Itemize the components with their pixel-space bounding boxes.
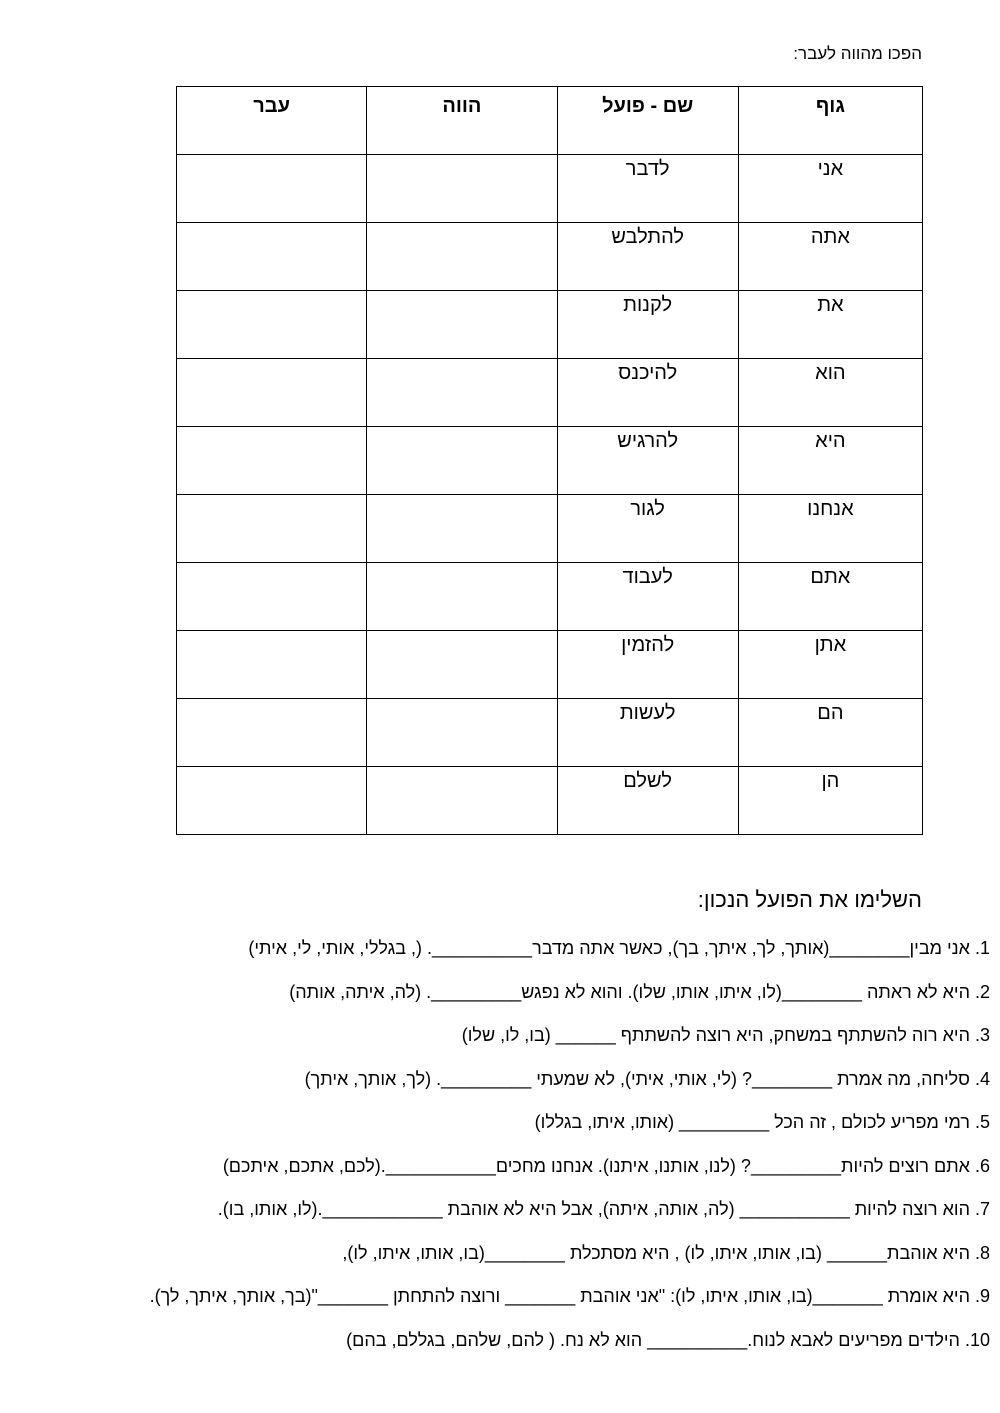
conjugation-table xyxy=(176,86,923,835)
table-row xyxy=(177,563,923,631)
cell-past-blank[interactable] xyxy=(177,767,367,835)
cell-present-blank[interactable] xyxy=(367,631,557,699)
cell-person: הוא xyxy=(738,359,922,427)
exercise-item: 9. היא אומרת _______(בו, אותו, איתו, לו): "אני אוהבת _______ ורוצה להתחתן _______"(בך, אותך, איתך, לך). xyxy=(149,1286,990,1306)
table-row xyxy=(177,699,923,767)
exercise-item: 6. אתם רוצים להיות_________? (לנו, אותנו, איתנו). אנחנו מחכים___________.(לכם, אתכם, איתכם) xyxy=(222,1155,990,1176)
cell-present-blank[interactable] xyxy=(367,699,557,767)
exercise-title: השלימו את הפועל הנכון: xyxy=(697,887,922,912)
table-row xyxy=(177,427,923,495)
cell-infinitive: להזמין xyxy=(557,631,738,699)
cell-infinitive: להתלבש xyxy=(557,223,738,291)
cell-past-blank[interactable] xyxy=(177,699,367,767)
cell-person: את xyxy=(738,291,922,359)
table-instruction: הפכו מהווה לעבר: xyxy=(793,44,922,63)
header-past: עבר xyxy=(177,87,367,155)
table-row xyxy=(177,767,923,835)
cell-infinitive: לגור xyxy=(557,495,738,563)
exercise-item: 2. היא לא ראתה ________(לו, איתו, אותו, שלו). והוא לא נפגש_________. (לה, איתה, אותה) xyxy=(289,981,990,1002)
cell-present-blank[interactable] xyxy=(367,155,557,223)
cell-present-blank[interactable] xyxy=(367,427,557,495)
cell-infinitive: לשלם xyxy=(557,767,738,835)
cell-infinitive: להיכנס xyxy=(557,359,738,427)
table-header-row xyxy=(177,87,923,155)
cell-person: אני xyxy=(738,155,922,223)
cell-infinitive: לקנות xyxy=(557,291,738,359)
exercise-item: 8. היא אוהבת______ (בו, אותו, איתו, לו) , היא מסתכלת ________(בו, אותו, איתו, לו), xyxy=(342,1242,990,1263)
cell-present-blank[interactable] xyxy=(367,359,557,427)
exercise-item: 5. רמי מפריע לכולם , זה הכל _________ (אותו, איתו, בגללו) xyxy=(534,1112,990,1132)
table-row xyxy=(177,291,923,359)
cell-past-blank[interactable] xyxy=(177,631,367,699)
table-row xyxy=(177,495,923,563)
exercise-item: 3. היא רוה להשתתף במשחק, היא רוצה להשתתף ______ (בו, לו, שלו) xyxy=(461,1025,990,1045)
cell-present-blank[interactable] xyxy=(367,223,557,291)
exercise-item: 4. סליחה, מה אמרת ________? (לי, אותי, איתי), לא שמעתי _________. (לך, אותך, איתך) xyxy=(304,1068,990,1089)
table-row xyxy=(177,223,923,291)
header-person: גוף xyxy=(738,87,922,155)
cell-infinitive: להרגיש xyxy=(557,427,738,495)
table-row xyxy=(177,359,923,427)
table-row xyxy=(177,155,923,223)
cell-past-blank[interactable] xyxy=(177,223,367,291)
cell-person: היא xyxy=(738,427,922,495)
cell-past-blank[interactable] xyxy=(177,291,367,359)
cell-present-blank[interactable] xyxy=(367,563,557,631)
cell-person: אנחנו xyxy=(738,495,922,563)
cell-person: הן xyxy=(738,767,922,835)
exercise-item: 1. אני מבין________(אותך, לך, איתך, בך), כאשר אתה מדבר__________. (, בגללי, אותי, לי, איתי) xyxy=(248,938,990,958)
cell-past-blank[interactable] xyxy=(177,155,367,223)
cell-person: הם xyxy=(738,699,922,767)
table-row xyxy=(177,631,923,699)
header-infinitive: שם - פועל xyxy=(557,87,738,155)
exercise-list xyxy=(10,934,990,1369)
exercise-item: 7. הוא רוצה להיות ___________ (לה, אותה, איתה), אבל היא לא אוהבת ____________.(לו, אותו, בו). xyxy=(217,1199,990,1219)
exercise-item: 10. הילדים מפריעים לאבא לנוח.__________ הוא לא נח. ( להם, שלהם, בגללם, בהם) xyxy=(346,1329,990,1350)
cell-infinitive: לדבר xyxy=(557,155,738,223)
cell-past-blank[interactable] xyxy=(177,495,367,563)
cell-past-blank[interactable] xyxy=(177,427,367,495)
cell-past-blank[interactable] xyxy=(177,563,367,631)
header-present: הווה xyxy=(367,87,557,155)
cell-infinitive: לעבוד xyxy=(557,563,738,631)
cell-person: אתה xyxy=(738,223,922,291)
cell-present-blank[interactable] xyxy=(367,767,557,835)
cell-person: אתן xyxy=(738,631,922,699)
cell-person: אתם xyxy=(738,563,922,631)
cell-past-blank[interactable] xyxy=(177,359,367,427)
cell-infinitive: לעשות xyxy=(557,699,738,767)
cell-present-blank[interactable] xyxy=(367,291,557,359)
cell-present-blank[interactable] xyxy=(367,495,557,563)
